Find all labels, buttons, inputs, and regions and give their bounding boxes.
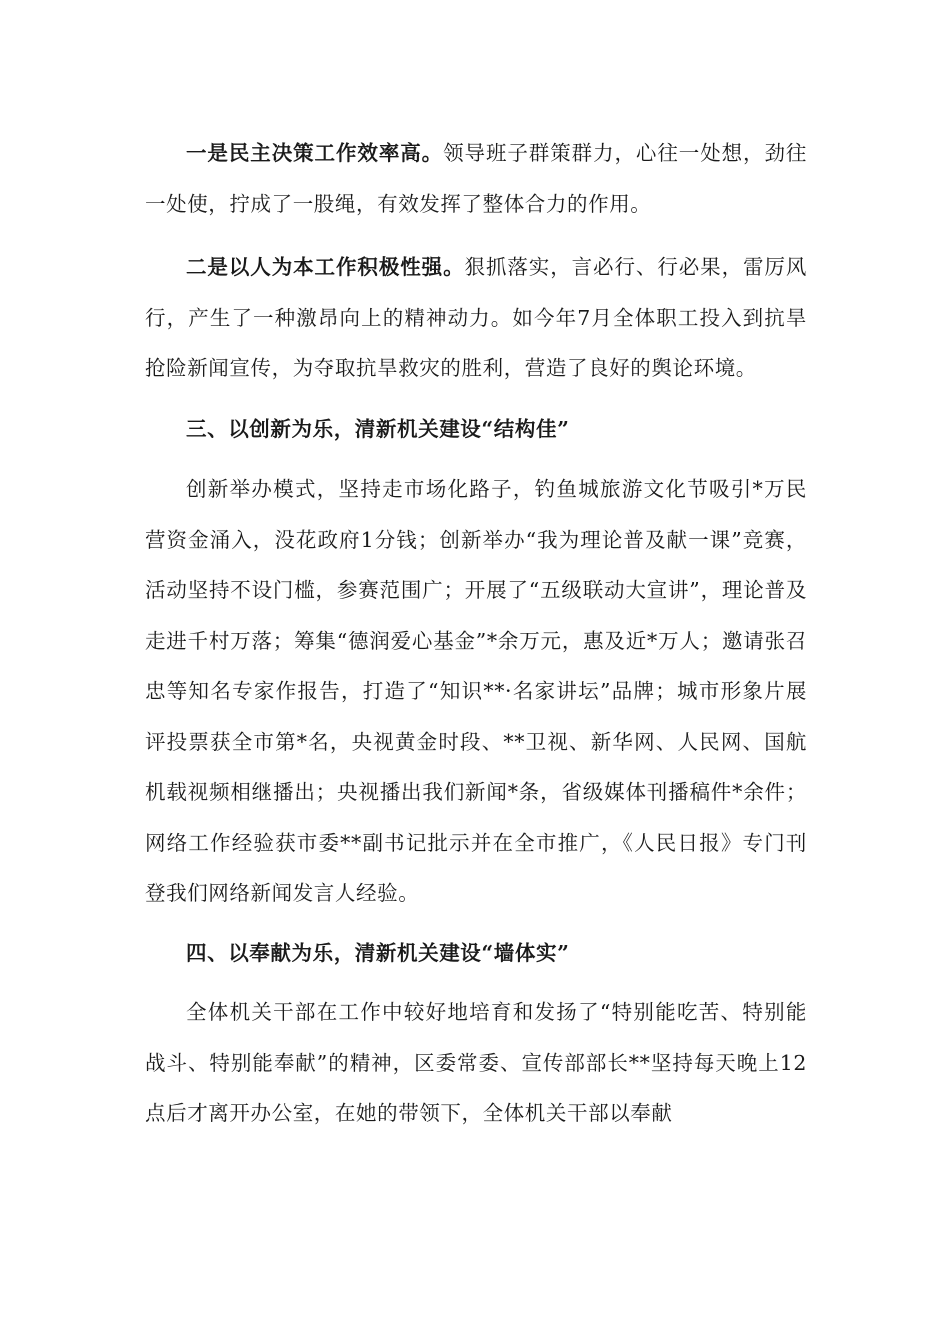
paragraph-lead: 二是以人为本工作积极性强。 — [186, 255, 465, 279]
document-page — [145, 124, 807, 1139]
paragraph-democratic-decision — [145, 128, 807, 229]
paragraph-people-oriented — [145, 242, 807, 394]
paragraph-text: 领导班子群策群力，心往一处想，劲往一处使，拧成了一股绳，有效发挥了整体合力的作用。 — [145, 141, 808, 216]
paragraph-text: 狠抓落实，言必行、行必果，雷厉风行，产生了一种激昂向上的精神动力。如今年7月全体职工投入到抗旱抢险新闻宣传，为夺取抗旱救灾的胜利，营造了良好的舆论环境。 — [145, 255, 807, 380]
paragraph-lead: 一是民主决策工作效率高。 — [186, 141, 444, 165]
section-body-innovation: 创新举办模式，坚持走市场化路子，钓鱼城旅游文化节吸引*万民营资金涌入，没花政府1分钱；创新举办“我为理论普及献一课”竞赛，活动坚持不设门槛，参赛范围广；开展了“五级联动大宣讲”，理论普及走进千村万落；筹集“德润爱心基金”*余万元，惠及近*万人；邀请张召忠等知名专家作报告，打造了“知识**·名家讲坛”品牌；城市形象片展评投票获全市第*名，央视黄金时段、**卫视、新华网、人民网、国航机载视频相继播出；央视播出我们新闻*条，省级媒体刊播稿件*余件；网络工作经验获市委**副书记批示并在全市推广，《人民日报》专门刊登我们网络新闻发言人经验。 — [145, 477, 807, 905]
section-heading-innovation: 三、以创新为乐，清新机关建设“结构佳” — [186, 416, 570, 441]
section-body-dedication: 全体机关干部在工作中较好地培育和发扬了“特别能吃苦、特别能战斗、特别能奉献”的精神，区委常委、宣传部部长**坚持每天晚上12点后才离开办公室，在她的带领下，全体机关干部以奉献 — [145, 1000, 807, 1125]
section-heading-dedication: 四、以奉献为乐，清新机关建设“墙体实” — [186, 940, 570, 965]
